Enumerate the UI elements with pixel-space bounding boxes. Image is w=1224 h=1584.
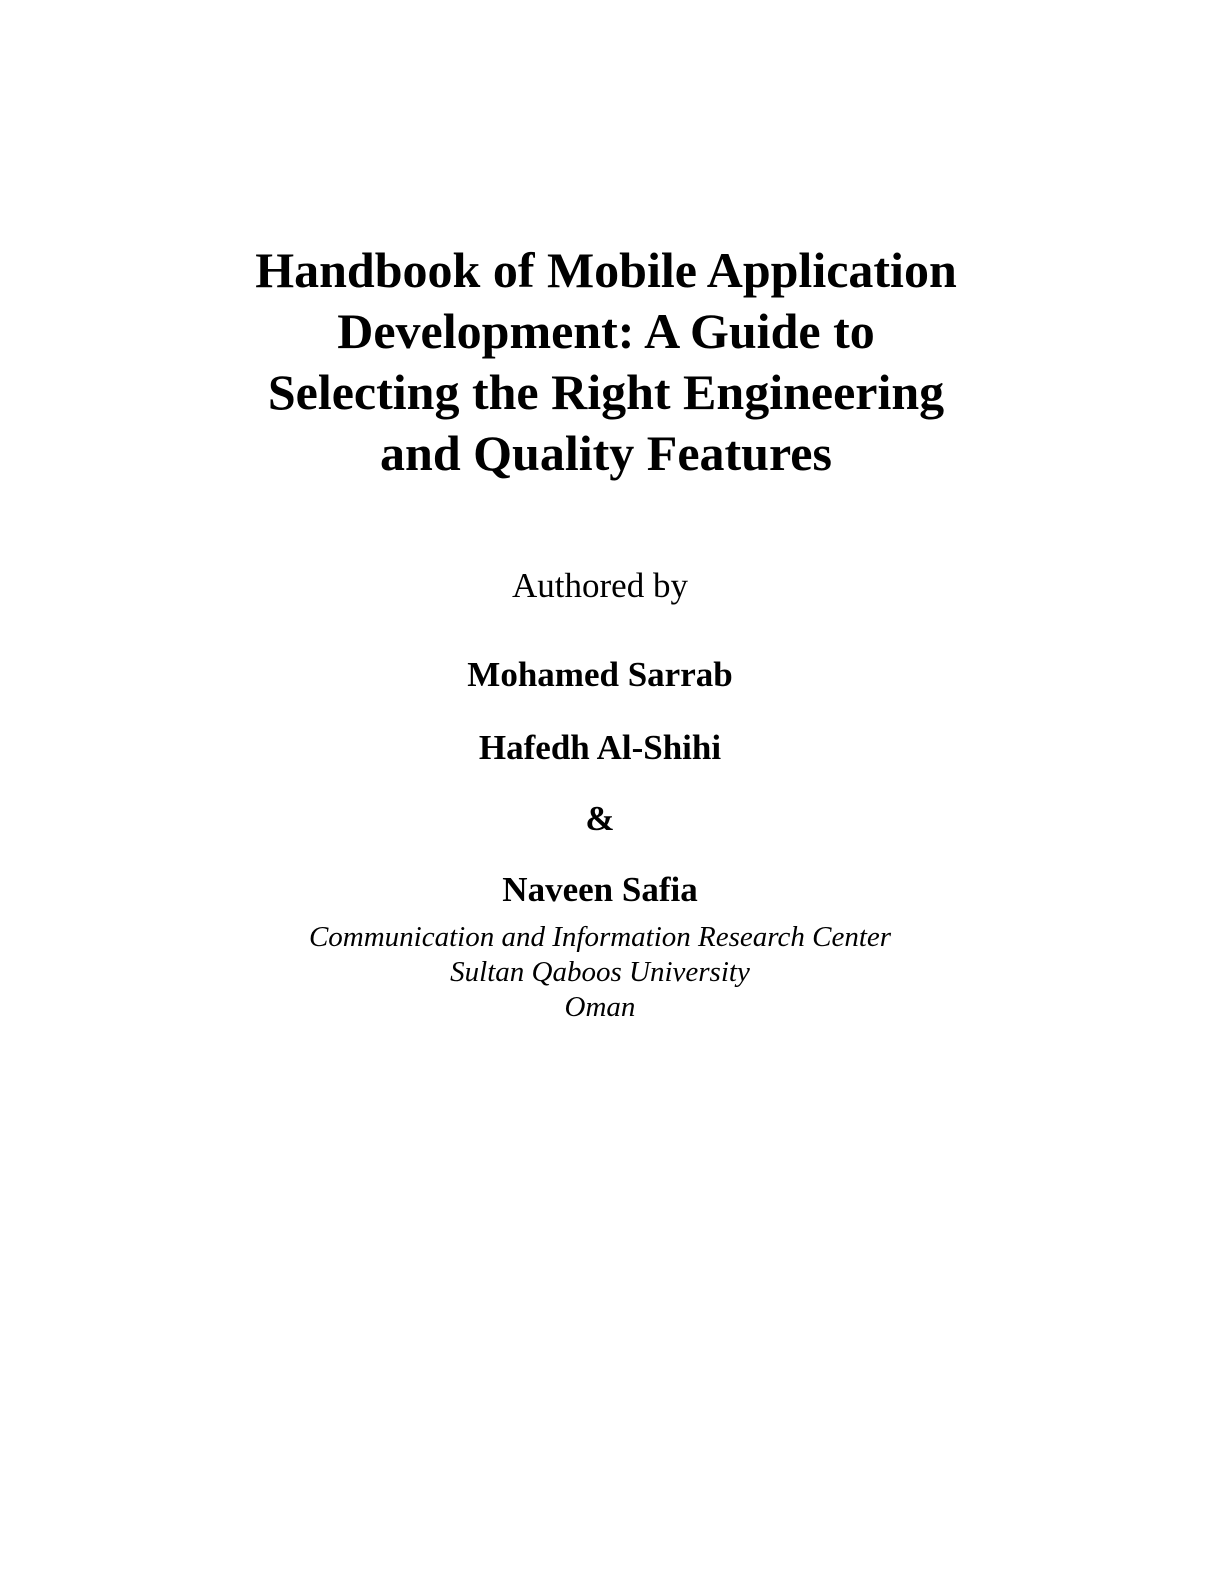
title-line-2: Development: A Guide to (337, 303, 875, 359)
affiliation-block (0, 920, 1212, 1025)
authored-by-label: Authored by (512, 566, 688, 605)
author-mohamed-sarrab: Mohamed Sarrab (467, 655, 733, 694)
title-line-1: Handbook of Mobile Application (255, 242, 957, 298)
author-hafedh-al-shihi: Hafedh Al-Shihi (478, 728, 722, 767)
affiliation-university: Sultan Qaboos University (450, 956, 750, 988)
title-line-3: Selecting the Right Engineering (267, 364, 945, 420)
title-line-4: and Quality Features (380, 425, 832, 481)
author-conjunction: & (585, 799, 615, 838)
affiliation-country: Oman (564, 991, 636, 1023)
author-naveen-safia: Naveen Safia (502, 870, 698, 909)
book-title (0, 240, 1224, 484)
affiliation-center: Communication and Information Research Center (308, 921, 892, 953)
